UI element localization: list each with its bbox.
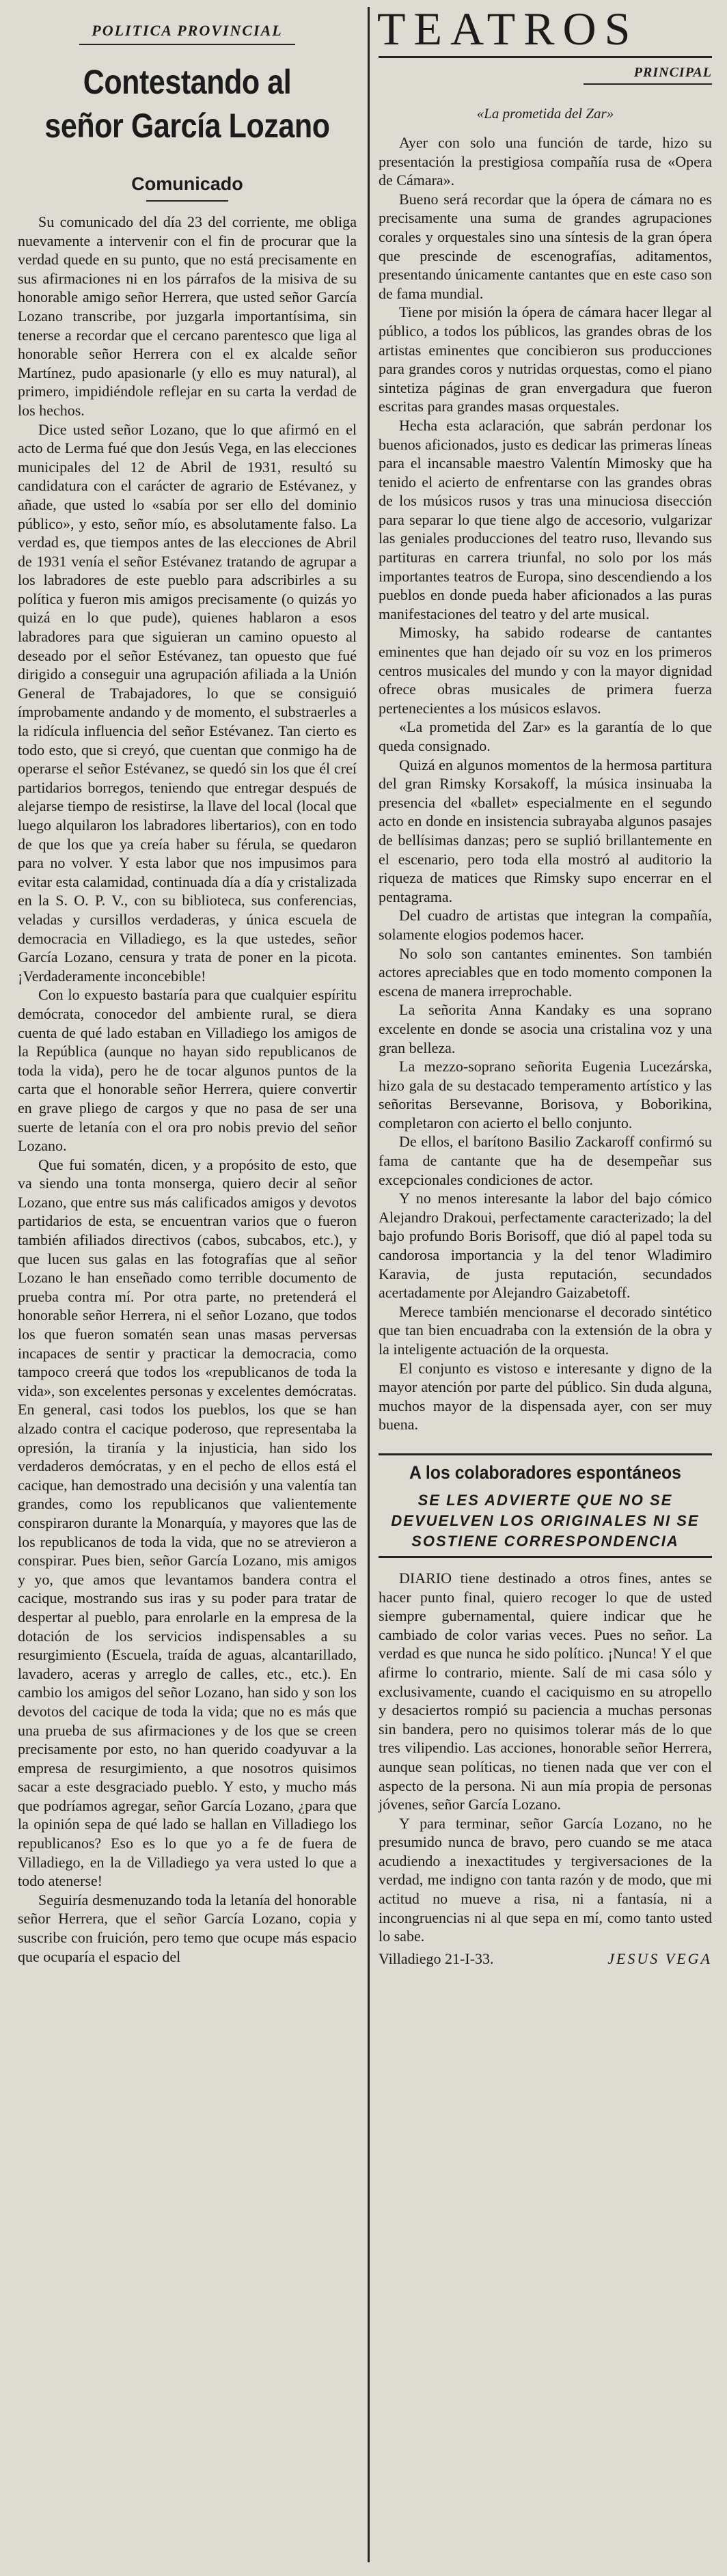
right-column [374, 0, 716, 2576]
sign-name: JESUS VEGA [607, 1949, 712, 1967]
paragraph: No solo son cantantes eminentes. Son también actores apreciables que en todo momento componen la escena de manera irreprochable. [379, 944, 712, 1000]
section-tag-rule [79, 44, 295, 45]
notice-title: A los colaboradores espontáneos [409, 1462, 681, 1483]
column-divider [368, 7, 370, 2562]
paragraph: Quizá en algunos momentos de la hermosa partitura del gran Rimsky Korsakoff, la música insinuaba la presencia del «ballet» especialmente en el segundo acto en donde en insistencia subrayaba algunos pasajes de bellísimas danzas; pero se suplió brillantemente en el escenario, pero toda ella mostró al auditorio la riqueza de matices que Rimsky supo encerrar en el pentagrama. [379, 756, 712, 905]
sub-section: PRINCIPAL [633, 65, 712, 80]
paragraph: «La prometida del Zar» es la garantía de lo que queda consignado. [379, 718, 712, 754]
signature-row [379, 1950, 712, 1968]
paragraph: La mezzo-soprano señorita Eugenia Lucezárska, hizo gala de su destacado temperamento artístico y las señoritas Bersevanne, Borisova, y Boborikina, completaron con acierto el bello conjunto. [379, 1058, 712, 1132]
headline: Contestando al señor García Lozano [44, 63, 330, 145]
subhead: Comunicado [131, 174, 243, 194]
paragraph: Que fui somatén, dicen, y a propósito de esto, que va siendo una tonta monserga, quiero decir al señor Lozano, que entre sus más calificados amigos y devotos partidarios de esta, se encuentran varios que o fueron también afiliados directivos (cabos, subcabos, etc.), y que lucen sus galas en las fotografías que al señor Lozano le han enseñado como terrible documento de prueba contra mí. Por otra parte, no pretenderá el honorable señor Herrera, ni el señor Lozano, que todos los que fueron somatén sean unas masas perversas incapaces de sentir y practicar la democracia, como tampoco creerá que todos los «republicanos de toda la vida», son excelentes personas y excelentes demócratas. En general, casi todos los pueblos, los que se han alzado contra el cacique poderoso, que representaba la opresión, la tiranía y la injusticia, han sido los verdaderos demócratas, y en el pecho de ellos está el cacique, han demostrado una decisión y una valentía tan grandes, como los republicanos que valientemente conspiraron durante la Monarquía, y mayores que las de los republicanos de toda la vida, que no se atrevieron a conspirar. Pues bien, señor García Lozano, mis amigos y yo, que amos que levantamos bandera contra el cacique, mostrando sus iras y su poder para tratar de despertar al pueblo, para enrolarle en la empresa de la dotación de los servicios indispensables a su resurgimiento (Escuela, traída de aguas, alcantarillado, lavadero, aceras y arreglo de calles, etc., etc.). En cambio los amigos del señor Lozano, han sido y son los devotos del cacique de toda la vida; que no es más que una prueba de sus afirmaciones y de los que se creen precisamente por esto, no han querido coadyuvar a la empresa de resurgimiento, a que nosotros quisimos sacar a este desgraciado pueblo. Y esto, y mucho más que podríamos agregar, señor García Lozano, ¿para que la opinión sepa de qué lado se hallan en Villadiego los republicanos? Eso es lo que yo a fe de fuera de Villadiego, en la de Villadiego ya vera usted lo que a todo atenerse! [18, 1155, 357, 1890]
section-title-rule [379, 56, 712, 58]
paragraph: El conjunto es vistoso e interesante y digno de la mayor atención por parte del público. Sin duda alguna, muchos mayor de la dispensada ayer, con ser muy buena. [379, 1359, 712, 1434]
notice-body: SE LES ADVIERTE QUE NO SE DEVUELVEN LOS ORIGINALES NI SE SOSTIENE CORRESPONDENCIA [391, 1491, 700, 1550]
paragraph: Tiene por misión la ópera de cámara hacer llegar al público, a todos los públicos, las grandes obras de los artistas eminentes que concibieron sus producciones para grandes coros y nutridas orquestas, como el piano sintetiza páginas de gran envergadura que fueron escritas para grandes masas orquestales. [379, 303, 712, 415]
paragraph: Del cuadro de artistas que integran la compañía, solamente elogios podemos hacer. [379, 907, 712, 943]
section-tag: POLITICA PROVINCIAL [92, 22, 283, 39]
sign-date: Villadiego 21-I-33. [379, 1949, 494, 1967]
paragraph: Bueno será recordar que la ópera de cámara no es precisamente una suma de grandes agrupaciones corales y orquestales sino una síntesis de la gran ópera que prescinde de escenografías, aditamentos, presentando únicamente cantantes que en este caso son de fama mundial. [379, 190, 712, 302]
review-body [379, 133, 712, 1434]
paragraph: Seguiría desmenuzando toda la letanía del honorable señor Herrera, que el señor García Lozano, copia y suscribe con fruición, pero temo que ocupe más espacio que ocuparía el espacio del [18, 1891, 357, 1965]
paragraph: Su comunicado del día 23 del corriente, me obliga nuevamente a intervenir con el fin de procurar que la verdad quede en su punto, que no está precisamente en sus afirmaciones ni en los párrafos de la misiva de su honorable amigo señor Herrera, que usted señor García Lozano transcribe, por juzgarla importantísima, sin tenerse a recordar que el cercano parentesco que liga al honorable señor Herrera con el ex alcalde señor Martínez, pudo apasionarle (y ello es muy natural), al primero, impidiéndole reflejar en su carta la verdad de los hechos. [18, 213, 357, 419]
paragraph: Mimosky, ha sabido rodearse de cantantes eminentes que han dejado oír su voz en los primeros centros musicales del mundo y con la mayor dignidad ofrece obras musicales de primera fuerza pertenecientes a los músicos eslavos. [379, 624, 712, 717]
article-title: «La prometida del Zar» [476, 105, 614, 122]
paragraph: Con lo expuesto bastaría para que cualquier espíritu demócrata, conocedor del ambiente rural, se diera cuenta de qué lado estaban en Villadiego los amigos de la República (aunque no hayan sido republicanos de toda la vida), pero he de tocar algunos puntos de la carta que el honorable señor Herrera, quiere convertir en grave pliego de cargos y que no pasa de ser una suerte de letanía con el ora pro nobis previo del señor Lozano. [18, 986, 357, 1155]
paragraph: Dice usted señor Lozano, que lo que afirmó en el acto de Lerma fué que don Jesús Vega, en las elecciones municipales del 12 de Abril de 1931, resultó su candidatura con el carácter de agrario de Estévanez, y añade, que usted lo «sabía por ser ello del dominio público», y esto, señor mío, es absolutamente falso. La verdad es, que tiempos antes de las elecciones de Abril de 1931 venía el señor Estévanez tratando de agrupar a los labradores de este pueblo para adscribirles a su política y fueron mis amigos precisamente (o quizás yo quizá en lo que pude), quienes hablaron a esos labradores para que siguieran un camino opuesto al deseado por el señor Estévanez, tan opuesto que fué dirigido a conseguir una agrupación afiliada a la Unión General de Trabajadores, lo que se consiguió ímprobamente andando y de momento, el substraerles a la ridícula influencia del señor Estévanez. Tan cierto es todo esto, que si creyó, que cuentan que conmigo ha de operarse el señor Estévanez, se quedó sin los que él creí partidarios borregos, teniendo que entregar después de alejarse tiempo de resistirse, la llave del local (local que luego alquilaron los labradores libertarios), con en todo de que los que ya creía haber su férula, se quedaron para no volver. Y esta labor que nos impusimos para evitar esta calamidad, continuada día a día y cristalizada en la S. O. P. V., con su biblioteca, sus conferencias, veladas y cursillos verdaderas, y única escuela de democracia en Villadiego, es la que ustedes, señor García Lozano, censura y trata de poner en la picota. ¡Verdaderamente inconcebible! [18, 420, 357, 985]
sub-section-rule [584, 83, 712, 85]
paragraph: Ayer con solo una función de tarde, hizo su presentación la prestigiosa compañía rusa de «Opera de Cámara». [379, 134, 712, 189]
paragraph: Merece también mencionarse el decorado sintético que tan bien encuadraba con la extensión de la obra y la inteligente actuación de la orquesta. [379, 1302, 712, 1358]
left-column [14, 0, 361, 2576]
paragraph: De ellos, el barítono Basilio Zackaroff confirmó su fama de cantante que ha de desempeñar sus excepcionales condiciones de actor. [379, 1133, 712, 1188]
paragraph: Y no menos interesante la labor del bajo cómico Alejandro Drakoui, perfectamente caracterizado; la del bajo profundo Boris Borisoff, que dió al papel toda su candorosa importancia y la del tenor Wladimiro Karavia, de justa reputación, secundados acertadamente por Alejandro Gaizabetoff. [379, 1190, 712, 1302]
paragraph: La señorita Anna Kandaky es una soprano excelente en donde se asocia una cristalina voz y una gran belleza. [379, 1001, 712, 1056]
article-body [18, 213, 357, 1966]
paragraph: Y para terminar, señor García Lozano, no he presumido nunca de bravo, pero cuando se me ataca acudiendo a inexactitudes y tergiversaciones de la verdad, me indigno con tanta razón y de modo, que mi actitud no mueve a risa, ni a fantasía, ni a incongruencias ni al que sepa en mí, como tanto usted lo sabe. [379, 1814, 712, 1945]
section-title: TEATROS [377, 3, 639, 55]
paragraph: Hecha esta aclaración, que sabrán perdonar los buenos aficionados, justo es dedicar las primeras líneas para el incansable maestro Valentín Mimosky que ha tenido el acierto de enfrentarse con las grandes obras de los músicos rusos y tras una minuciosa disección para separar lo que tiene algo de accesorio, vulgarizar las geniales producciones del teatro ruso, llevando sus partituras en carrera triunfal, no solo por los más importantes teatros de Europa, sino descendiendo a los pueblos en donde pueda haber aficionados a las puras manifestaciones del teatro y del arte musical. [379, 416, 712, 622]
letter-continuation [379, 1569, 712, 1946]
subhead-rule [146, 200, 228, 202]
paragraph: DIARIO tiene destinado a otros fines, antes se hacer punto final, quiero recoger lo que de usted siempre gubernamental, quiere indicar que he cambiado de color varias veces. Pues no señor. La verdad es que nunca he sido político. ¡Nunca! Y el que afirme lo contrario, miente. Salí de mi casa sólo y exclusivamente, cuando el caciquismo en su atropello y desaciertos rompió su paciencia a muchas personas sin bandera, pero no quisimos tolerar más de lo que tres vilipendio. Las acciones, honorable señor Herrera, aunque sean políticas, no tienen nada que ver con el aspecto de la persona. Ni aun mía propia de personas jóvenes, señor García Lozano. [379, 1569, 712, 1813]
contributors-notice [379, 1453, 712, 1558]
